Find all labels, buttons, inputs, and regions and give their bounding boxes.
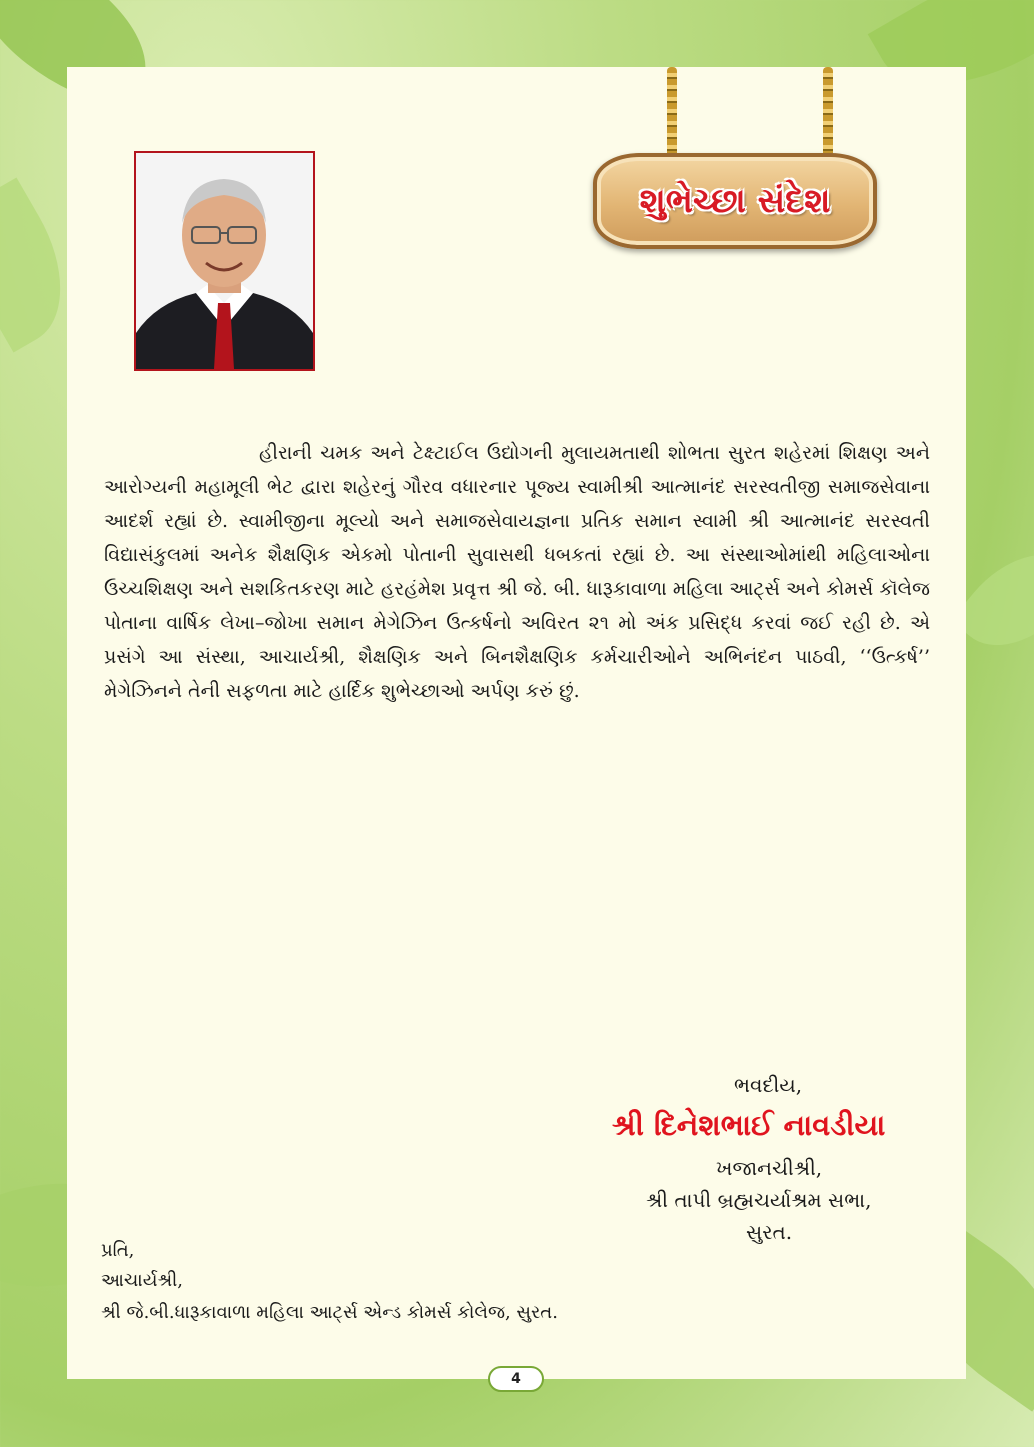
recipient-line-3: શ્રી જે.બી.ધારૂકાવાળા મહિલા આર્ટ્સ એન્ડ કોમર્સ કોલેજ, સુરત. <box>101 1302 558 1323</box>
closing-salutation: ભવદીય, <box>734 1073 803 1097</box>
recipient-line-2: આચાર્યશ્રી, <box>101 1270 183 1291</box>
chain-decoration <box>667 67 677 162</box>
portrait-image <box>136 153 313 369</box>
recipient-line-1: પ્રતિ, <box>101 1240 135 1261</box>
message-body: હીરાની ચમક અને ટેક્ષ્ટાઈલ ઉદ્યોગની મુલાયમતાથી શોભતા સુરત શહેરમાં શિક્ષણ અને આરોગ્યની મહામૂલી ભેટ દ્વારા શહેરનું ગૌરવ વધારનાર પૂજ્ય સ્વામીશ્રી આત્માનંદ સરસ્વતીજી સમાજસેવાના આદર્શ રહ્યાં છે. સ્વામીજીના મૂલ્યો અને સમાજસેવાયજ્ઞના પ્રતિક સમાન સ્વામી શ્રી આત્માનંદ સરસ્વતી વિદ્યાસંકુલમાં અનેક શૈક્ષણિક એકમો પોતાની સુવાસથી ધબકતાં રહ્યાં છે. આ સંસ્થાઓમાંથી મહિલાઓના ઉચ્ચશિક્ષણ અને સશકિતકરણ માટે હરહંમેશ પ્રવૃત્ત શ્રી જે. બી. ધારૂકાવાળા મહિલા આર્ટ્સ અને કોમર્સ કૉલેજ પોતાના વાર્ષિક લેખા–જોખા સમાન મેગેઝિન ઉત્કર્ષનો અવિરત ૨૧ મો અંક પ્રસિદ્ધ કરવાં જઈ રહી છે. એ પ્રસંગે આ સંસ્થા, આચાર્યશ્રી, શૈક્ષણિક અને બિનશૈક્ષણિક કર્મચારીઓને અભિનંદન પાઠવી, ‘‘ઉત્કર્ષ’’ મેગેઝિનને તેની સફળતા માટે હાર્દિક શુભેચ્છાઓ અર્પણ કરું છું. <box>104 442 930 702</box>
title-signboard <box>585 67 885 257</box>
chain-decoration <box>823 67 833 162</box>
wooden-board <box>593 153 877 249</box>
page-number: 4 <box>488 1366 544 1392</box>
portrait-photo <box>134 151 315 371</box>
signer-organization: શ્રી તાપી બ્રહ્મચર્યાશ્રમ સભા, <box>646 1188 872 1212</box>
page-title: શુભેચ્છા સંદેશ <box>639 181 831 221</box>
signer-designation: ખજાનચીશ્રી, <box>716 1156 823 1180</box>
signer-name: શ્રી દિનેશભાઈ નાવડીયા <box>612 1108 886 1142</box>
signer-city: સુરત. <box>746 1220 793 1244</box>
